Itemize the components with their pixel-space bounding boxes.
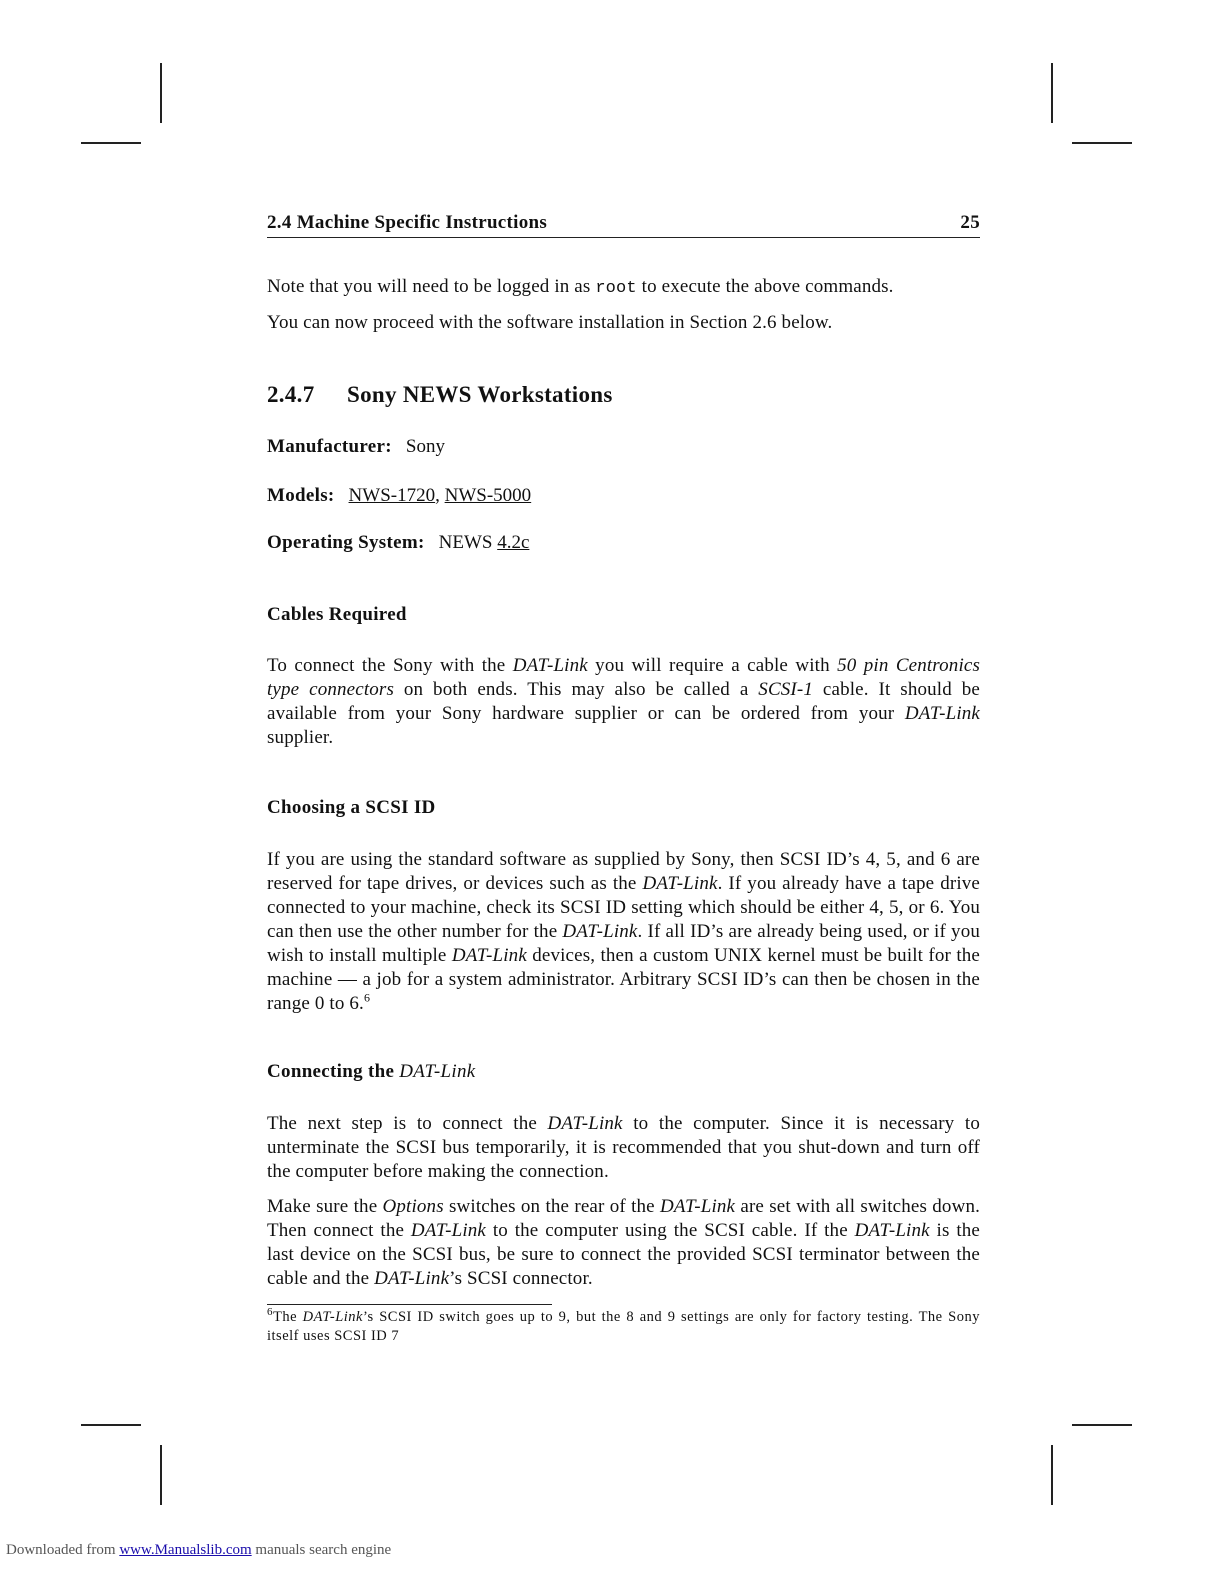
page-number: 25: [960, 212, 980, 233]
manufacturer-value: Sony: [405, 436, 445, 457]
connect-paragraph-2: Make sure the Options switches on the rear of the DAT-Link are set with all switches down. Then connect the DAT-Link to the computer using the SCSI cable. If the DAT-Link is the last device on the SCSI bus, be sure to connect the provided SCSI terminator between the cable and the DAT-Link’s SCSI connector.: [267, 1196, 980, 1289]
manufacturer-label: Manufacturer:: [267, 436, 392, 457]
code-root: root: [595, 279, 637, 298]
os-name: NEWS: [438, 532, 493, 553]
connect-paragraph-1: The next step is to connect the DAT-Link to the computer. Since it is necessary to unterminate the SCSI bus temporarily, it is recommended that you shut-down and turn off the computer before making the connection.: [267, 1113, 981, 1182]
cables-paragraph: To connect the Sony with the DAT-Link you will require a cable with 50 pin Centronics type connectors on both ends. This may also be called a SCSI-1 cable. It should be available from your Sony hardware supplier or can be ordered from your DAT-Link supplier.: [267, 655, 981, 748]
section-heading: [267, 382, 980, 408]
os-label: Operating System:: [267, 532, 425, 553]
section-number: 2.4.7: [267, 382, 315, 407]
models-field: Models: NWS-1720, NWS-5000: [267, 485, 532, 506]
models-label: Models:: [267, 485, 335, 506]
connect-heading: Connecting the DAT-Link: [267, 1061, 476, 1082]
running-header: [267, 212, 980, 238]
footnote-rule: [267, 1304, 552, 1305]
crop-mark: [1051, 1445, 1053, 1505]
scsi-paragraph: If you are using the standard software as supplied by Sony, then SCSI ID’s 4, 5, and 6 are reserved for tape drives, or devices such as the DAT-Link. If you already have a tape drive connected to your machine, check its SCSI ID setting which should be either 4, 5, or 6. You can then use the other number for the DAT-Link. If all ID’s are already being used, or if you wish to install multiple DAT-Link devices, then a custom UNIX kernel must be built for the machine — a job for a system administrator. Arbitrary SCSI ID’s can then be chosen in the range 0 to 6.$^6$: [267, 849, 980, 1014]
scsi-heading: Choosing a SCSI ID: [267, 797, 436, 818]
model-link-1[interactable]: NWS-1720: [348, 485, 436, 506]
footnote-mark: 6: [267, 1306, 273, 1319]
crop-mark: [1051, 63, 1053, 123]
manufacturer-field: [267, 436, 980, 458]
intro-line-2: You can now proceed with the software installation in Section 2.6 below.: [267, 312, 833, 333]
manualslib-link[interactable]: www.Manualslib.com: [119, 1542, 252, 1558]
footnote: $^6$The DAT-Link’s SCSI ID switch goes up to 9, but the 8 and 9 settings are only for factory testing. The Sony itself uses SCSI ID 7: [267, 1306, 980, 1344]
crop-mark: [1072, 142, 1132, 144]
section-title: Sony NEWS Workstations: [347, 382, 613, 407]
crop-mark: [1072, 1424, 1132, 1426]
crop-mark: [81, 1424, 141, 1426]
os-version-link[interactable]: 4.2c: [497, 532, 530, 553]
intro-line-1: Note that you will need to be logged in as root to execute the above commands.: [267, 276, 894, 298]
model-link-2[interactable]: NWS-5000: [444, 485, 532, 506]
crop-mark: [160, 1445, 162, 1505]
crop-mark: [81, 142, 141, 144]
running-header-title: 2.4 Machine Specific Instructions: [267, 212, 548, 233]
crop-mark: [160, 63, 162, 123]
footnote-reference: 6: [363, 990, 371, 1005]
os-field: [267, 532, 980, 554]
download-watermark: Downloaded from www.Manualslib.com manuals search engine: [6, 1542, 392, 1558]
cables-heading: Cables Required: [267, 604, 407, 625]
